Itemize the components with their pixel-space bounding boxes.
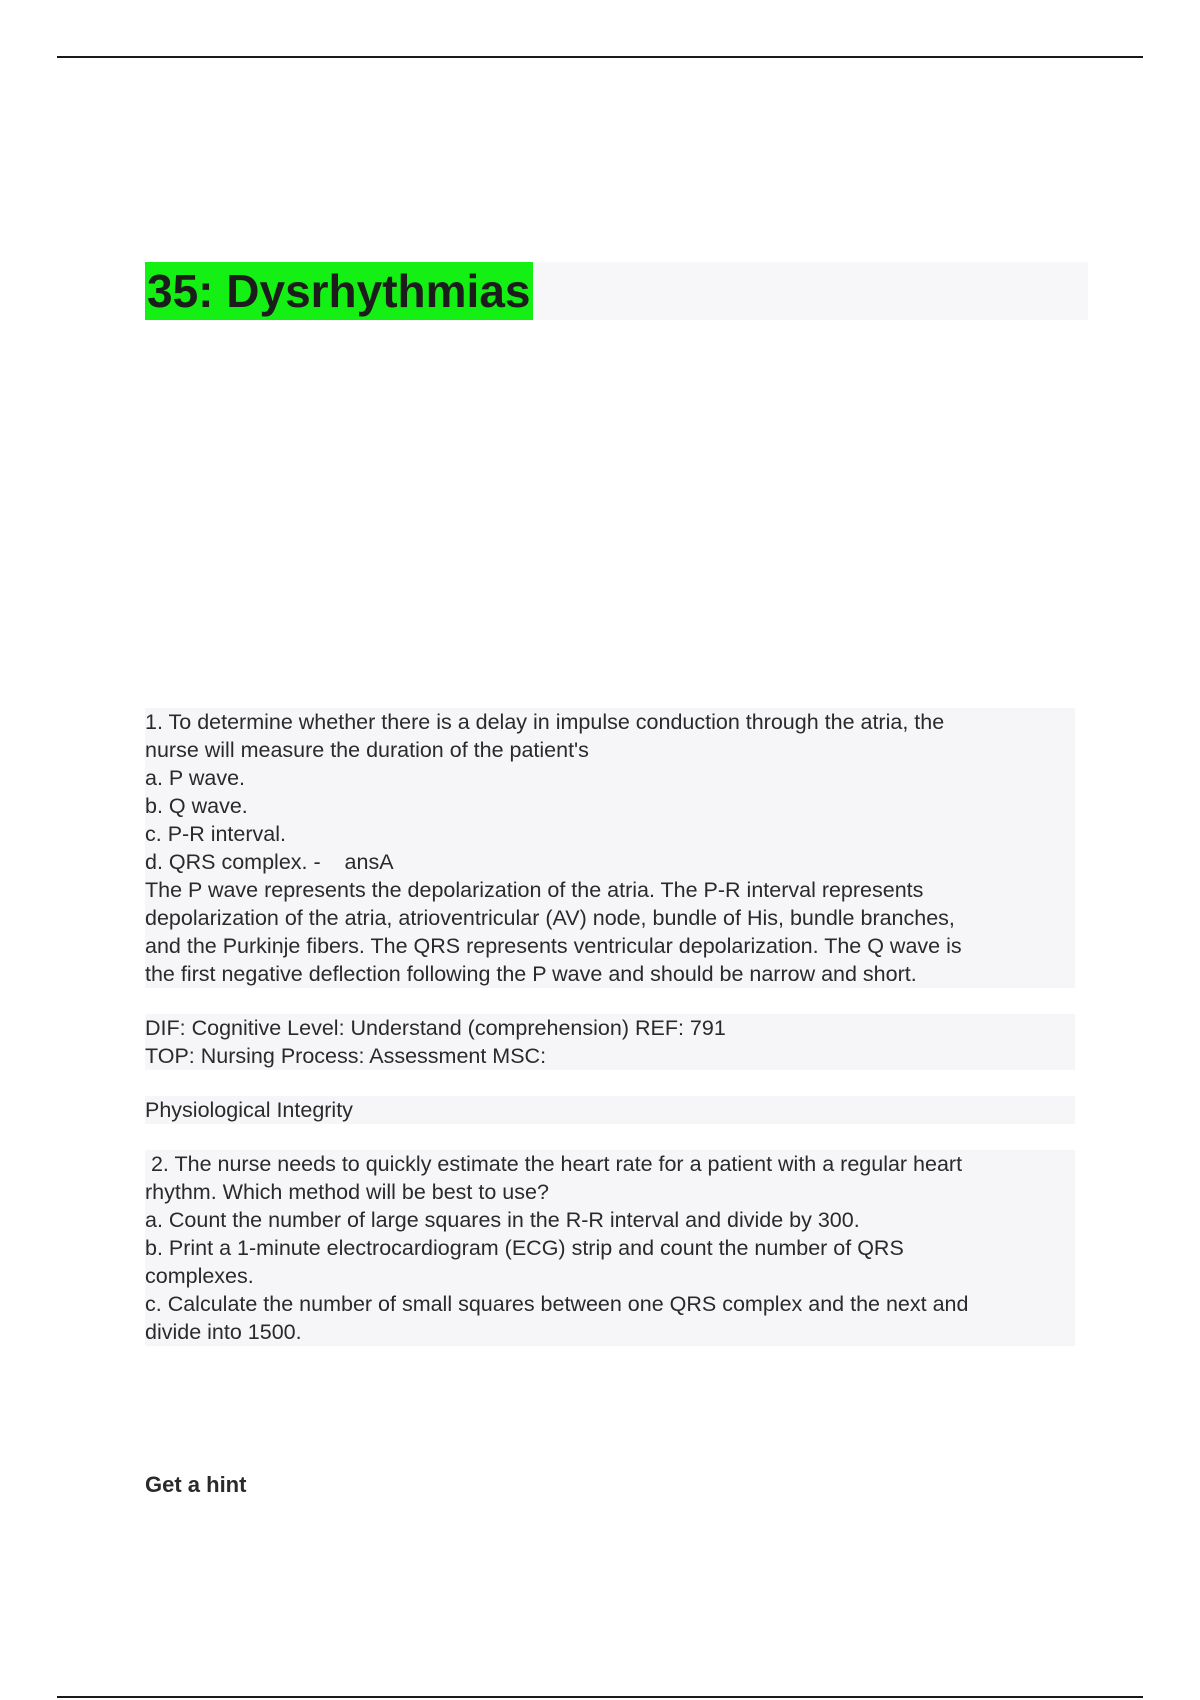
bottom-rule (57, 1696, 1143, 1698)
get-hint-link[interactable]: Get a hint (145, 1472, 247, 1497)
top-rule (57, 56, 1143, 58)
question-2-option-c-cont: divide into 1500. (145, 1318, 1075, 1346)
question-1-stem-line: 1. To determine whether there is a delay in impulse conduction through the atria, the (145, 708, 1075, 736)
question-1-meta-line: DIF: Cognitive Level: Understand (comprehension) REF: 791 (145, 1014, 1075, 1042)
question-2-option-a: a. Count the number of large squares in the R-R interval and divide by 300. (145, 1206, 1075, 1234)
question-1-rationale-line: the first negative deflection following the P wave and should be narrow and short. (145, 960, 1075, 988)
question-1-option-a: a. P wave. (145, 764, 1075, 792)
question-2-stem-line: 2. The nurse needs to quickly estimate the heart rate for a patient with a regular heart (145, 1150, 1075, 1178)
question-2-option-b: b. Print a 1-minute electrocardiogram (ECG) strip and count the number of QRS (145, 1234, 1075, 1262)
document-body (145, 708, 1075, 1346)
spacer (145, 1070, 1075, 1096)
spacer (145, 1124, 1075, 1150)
question-1-rationale-line: and the Purkinje fibers. The QRS represents ventricular depolarization. The Q wave is (145, 932, 1075, 960)
question-1-category: Physiological Integrity (145, 1096, 1075, 1124)
spacer (145, 988, 1075, 1014)
question-1-stem-line: nurse will measure the duration of the patient's (145, 736, 1075, 764)
question-1 (145, 708, 1075, 1124)
question-1-option-b: b. Q wave. (145, 792, 1075, 820)
question-2-option-b-cont: complexes. (145, 1262, 1075, 1290)
question-1-option-d: d. QRS complex. - ansA (145, 848, 1075, 876)
question-2-stem-line: rhythm. Which method will be best to use? (145, 1178, 1075, 1206)
question-1-rationale-line: The P wave represents the depolarization of the atria. The P-R interval represents (145, 876, 1075, 904)
question-2-option-c: c. Calculate the number of small squares between one QRS complex and the next and (145, 1290, 1075, 1318)
question-1-meta-line: TOP: Nursing Process: Assessment MSC: (145, 1042, 1075, 1070)
page-title: 35: Dysrhythmias (145, 262, 533, 320)
question-2 (145, 1150, 1075, 1346)
question-1-option-c: c. P-R interval. (145, 820, 1075, 848)
question-1-rationale-line: depolarization of the atria, atrioventricular (AV) node, bundle of His, bundle branches, (145, 904, 1075, 932)
